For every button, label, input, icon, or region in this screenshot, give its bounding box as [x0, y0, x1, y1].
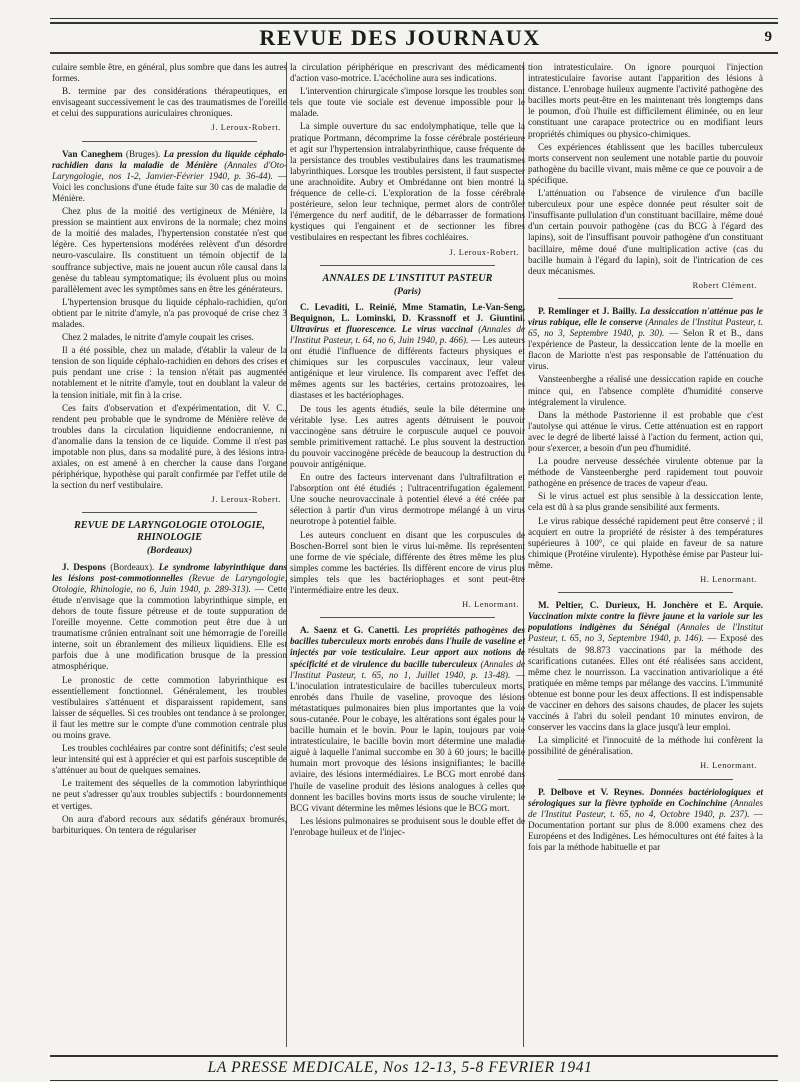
article-levaditi — [290, 302, 525, 402]
article-citation: (Annales de l'Institut Pasteur, t. 65, no 3, Septembre 1940, p. 146). — [528, 622, 763, 644]
article-author: A. Saenz et G. Canetti. — [300, 625, 400, 636]
article-citation: (Annales de l'Institut Pasteur, t. 65, no 3, Septembre 1940, p. 30). — [528, 316, 763, 339]
paragraph: Le virus rabique desséché rapidement peut être conservé ; il acquiert en outre la propriété de résister à des températures supérieures à 100°, ce qui plaide en faveur de sa nature chimique (Protéine virulente). Hypothèse émise par Pasteur lui-même. — [528, 515, 763, 570]
paragraph: Chez 2 malades, le nitrite d'amyle coupait les crises. — [62, 332, 254, 343]
article-separator — [320, 265, 495, 266]
paragraph: Il a été possible, chez un malade, d'établir la valeur de la tension de son liquide céphalo-rachidien en dehors des crises et puis pendant une crise : la tension n'était pas augmentée notablement et le nitrite d'amyle, tout en doublant la valeur de la tension initiale, mit fin à la crise. — [52, 345, 287, 400]
paragraph: En outre des facteurs intervenant dans l'ultrafiltration et l'absorption ont été étudiés ; l'ultracentrifugation également. Une souche neurovaccinale à potentiel élevé a été créée par sélection à partir d'un virus dermotrope mélangé à un virus neurotrope à potentiel faible. — [290, 472, 525, 527]
paragraph: Ces faits d'observation et d'expérimentation, dit V. C., rendent peu probable que le syndrome de Ménière relève de troubles dans la circulation liquidienne endocranienne, ni d'anomalie dans la tension de ce liquide. Comme il n'est pas impotable non plus, dans sa modalité pure, à des lésions intra-axiales, on est amené à en chercher la cause dans l'organe périphérique, hypothèse qui paraît confirmée par l'effet utile de la section du nerf vestibulaire. — [52, 402, 287, 491]
article-author: C. Levaditi, L. Reinié, Mme Stamatin, Le-Van-Seng, Bequignon, L. Lominski, D. Krassnoff et J. Giuntini. — [290, 301, 525, 323]
paragraph: Ces expériences établissent que les bacilles tuberculeux morts conservent non seulement une notable partie du pouvoir pathogène du bacille vivant, mais même ce que ce pouvoir a de spécifique. — [528, 141, 763, 185]
header-bottom-rule — [50, 52, 778, 54]
author-signature: J. Leroux-Robert. — [211, 495, 281, 505]
column-3 — [528, 62, 763, 1047]
author-signature: J. Leroux-Robert. — [449, 247, 519, 257]
article-author: Van Caneghem — [62, 148, 123, 159]
paragraph: B. termine par des considérations thérapeutiques, en envisageant successivement le cas des traumatismes de l'oreille et celui des suppurations auriculaires chroniques. — [52, 86, 287, 119]
article-separator — [82, 512, 257, 513]
article-text: — Selon R et B., dans l'expérience de Pasteur, la dessiccation lente de la moelle en flacon de Mariotte n'est pas responsable de l'atténuation du virus. — [528, 328, 763, 372]
paragraph: L'intervention chirurgicale s'impose lorsque les troubles sont tels que toute vie sociale est devenue impossible pour le malade. — [290, 86, 525, 119]
section-title: REVUE DE LARYNGOLOGIE OTOLOGIE, RHINOLOGIE — [74, 520, 265, 544]
article-delbove-reynes — [528, 787, 763, 854]
article-text: — Les auteurs ont étudié l'influence de différents facteurs physiques et chimiques sur les corpuscules vaccinaux, leur valeur antigénique et leur virulence. Ils comparent avec l'effet des mêmes agents sur les bactéries, certains protozoaires, les diastases et les bactériophages. — [290, 334, 525, 401]
article-title: La pression du liquide céphalo-rachidien dans la maladie de Ménière — [52, 148, 287, 170]
column-2 — [290, 62, 525, 1047]
article-citation: (Annales d'Oto-Laryngologie, nos 1-2, Janvier-Février 1940, p. 36-44). — [52, 159, 287, 181]
article-despons — [52, 562, 287, 673]
paragraph: Les auteurs concluent en disant que les corpuscules de Boschen-Borrel sont bien le virus lui-même. Ils représentent une forme de vie spéciale, différente des êtres même les plus simples comme les bactéries. Ils diffèrent encore de virus plus simples tels que les bactériophages et sont peut-être l'intermédiaire entre les deux. — [290, 529, 525, 596]
article-title: Données bactériologiques et sérologiques sur la fièvre typhoïde en Cochinchine — [528, 786, 763, 808]
paragraph: culaire semble être, en général, plus sombre que dans les autres formes. — [52, 62, 287, 84]
article-van-caneghem — [52, 149, 287, 204]
author-signature: H. Lenormant. — [700, 575, 757, 585]
paragraph: L'atténuation ou l'absence de virulence d'un bacille tuberculeux pour une espèce donnée peut résulter soit de l'insuffisante pullulation d'un constituant bacillaire, même doué d'un certain pouvoir pathogène (cas du BCG à l'égard des lapins), soit de l'insuffisant pouvoir pathogène d'un constituant bacillaire, même doué d'une multiplication active (cas du bacille humain à l'égard du lapin), soit de l'intrication de ces deux mécanismes. — [528, 188, 763, 276]
article-saenz-canetti — [290, 625, 525, 814]
article-citation: (Revue de Laryngologie, Otologie, Rhinologie, no 6, Juin 1940, p. 289-313). — [52, 572, 287, 594]
article-separator — [558, 592, 733, 593]
paragraph: Les lésions pulmonaires se produisent sous le double effet de l'enrobage huileux et de l'injec- — [290, 815, 525, 837]
paragraph: L'hypertension brusque du liquide céphalo-rachidien, qu'on obtient par le nitrite d'amyle, n'a pas provoqué de crise chez 3 malades. — [52, 296, 287, 329]
article-text: — Documentation portant sur plus de 8.000 examens chez des Européens et des Indigènes. Les hémocultures ont été faites à la fois par la méthode habituelle et par — [528, 808, 763, 852]
article-location: (Bruges). — [125, 148, 161, 159]
header-rule-thin — [50, 18, 778, 19]
section-city: (Paris) — [393, 285, 422, 297]
paragraph: La simplicité et l'innocuité de la méthode lui confèrent la possibilité de généralisation. — [528, 735, 763, 757]
footer-rule-thick — [50, 1055, 778, 1057]
paragraph: Vansteenberghe a réalisé une dessiccation rapide en couche mince qui, en l'absence complète d'humidité conserve intégralement la virulence. — [528, 374, 763, 407]
article-text: — L'inoculation intratesticulaire de bacilles tuberculeux morts, enrobés dans l'huile de vaseline, provoque des lésions métastatiques pulmonaires bien plus importantes que la voie sous-cutanée. Pour le cobaye, les altérations sont égales pour le bacille humain et le bovin. Pour le lapin, toujours par voie intratesticulaire, le bacille bovin mort détermine une maladie aiguë à laquelle l'animal succombe en 30 à 60 jours; le bacille humain mort provoque des lésions insignifiantes; le bacille aviaire, des lésions intermédiaires. Le BCG mort enrobé dans l'huile de vaseline produit des lésions analogues à celles que donnent les bacilles bovins morts issus de souche virulente; le BCG vivant détermine les mêmes lésions que le BCG mort. — [290, 669, 525, 813]
paragraph: la circulation périphérique en prescrivant des médicaments d'action vaso-motrice. L'acécholine aura ses indications. — [290, 62, 525, 84]
paragraph: Chez plus de la moitié des vertigineux de Ménière, la pression se maintient aux environs de la normale; chez moins de la moitié des malades, l'hypertension constatée n'est que légère. Ces hypertensions modérées relèvent d'un désordre neuro-vasculaire. Ils constituent un témoin objectif de la souffrance subjective, mais ne jouent aucun rôle causal dans la genèse du tableau symptomatique; ils évoluent plus ou moins parallèlement avec les symptômes sans en être les générateurs. — [52, 206, 287, 294]
section-city: (Bordeaux) — [146, 545, 193, 557]
article-location: (Bordeaux). — [110, 561, 155, 572]
article-separator — [558, 298, 733, 299]
article-author: P. Delbove et V. Reynes. — [538, 786, 645, 797]
article-title: Les propriétés pathogènes des bacilles tuberculeux morts enrobés dans l'huile de vaseline et injectés par voie testiculaire. Leur apport aux notions de spécificité et de virulence du bacille tuberculeux — [290, 625, 525, 669]
running-header-title: REVUE DES JOURNAUX — [259, 25, 541, 50]
article-citation: (Annales de l'Institut Pasteur, t. 65, no 4, Octobre 1940, p. 237). — [528, 797, 763, 819]
page-number: 9 — [764, 29, 772, 45]
article-separator — [320, 617, 495, 618]
paragraph: Le pronostic de cette commotion labyrinthique est essentiellement fonctionnel. Généralement, les troubles vestibulaires s'atténuent et disparaissent rapidement, sans laisser de séquelles. Si ces troubles ont tendance à se prolonger, il faut les mettre sur le compte d'une commotion centrale plus ou moins grave. — [52, 674, 287, 740]
article-title: Le syndrome labyrinthique dans les lésions post-commotionnelles — [52, 561, 287, 583]
paragraph: La simple ouverture du sac endolymphatique, telle que la pratique Portmann, décomprime la fosse cérébrale postérieure et agit sur l'hypertension intralabyrinthique, cause fréquente de la persistance des troubles vestibulaires dans les traumatismes labyrinthiques. Lorsque les troubles persistent, il faut suspecter une arachnoïdite. Aubry et Ombrédanne ont bien montré la fréquence de celle-ci. L'exploration de la fosse cérébrale postérieure, selon leur technique, permet alors de contrôler l'émergence du nerf auditif, de le débarrasser de formations kystiques qui l'engainent et de sectionner les fibres vestibulaires en respectant les fibres cochléaires. — [290, 121, 525, 243]
paragraph: La poudre nerveuse desséchée virulente obtenue par la méthode de Vansteenberghe perd rapidement tout pouvoir pathogène en présence de traces de vapeur d'eau. — [528, 456, 763, 489]
paragraph: Le traitement des séquelles de la commotion labyrinthique ne peut s'adresser qu'aux troubles subjectifs : bourdonnements et vertiges. — [52, 778, 287, 811]
article-text: — Exposé des résultats de 98.873 vaccinations par la méthode des scarifications cutanées. Elles ont été réalisées sans accident, même chez le nourrisson. La vaccination antivariolique a été pratiquée en même temps par mélange des vaccins. L'immunité obtenue est bonne pour les deux affections. Il est indispensable de vacciner en dehors des saisons chaudes, de placer les sujets vaccinés à l'abri du soleil pendant 10 minutes environ, de conserver les vaccins dans la glace jusqu'à leur emploi. — [528, 633, 763, 733]
paragraph: Les troubles cochléaires par contre sont définitifs; c'est seule leur intensité qui est à apprécier et qui est parfois susceptible de s'atténuer au bout de quelques semaines. — [52, 743, 287, 776]
author-signature: H. Lenormant. — [700, 761, 757, 771]
article-text: — Cette étude n'envisage que la commotion labyrinthique simple, en dehors de toute fissure pétreuse et de toute suppuration de l'oreille moyenne. Cette commotion peut être due à un traumatisme crânien entraînant soit une hémorragie de l'oreille interne, soit un ébranlement des milieux liquidiens. Elle est parfois due à une modification brusque de la pression atmosphérique. — [52, 583, 287, 672]
header-rule-thick — [50, 22, 778, 24]
article-peltier — [528, 600, 763, 733]
article-text: — Voici les conclusions d'une étude faite sur 30 cas de maladie de Ménière. — [52, 170, 287, 203]
paragraph: Dans la méthode Pastorienne il est probable que c'est l'autolyse qui atténue le virus. Cette atténuation est en rapport avec le degré de liberté laissé à l'action du ferment, action qui, pour s'exercer, a besoin d'un peu d'humidité. — [528, 409, 763, 453]
author-signature: Robert Clément. — [692, 280, 757, 290]
article-author: J. Despons — [62, 561, 106, 572]
paragraph: De tous les agents étudiés, seule la bile détermine une véritable lyse. Les autres agents détruisent le pouvoir vaccinogène sans détruire le corpuscule auquel ce pouvoir semble primitivement rattaché. Le plus souvent la destruction du pouvoir vaccinogène précède de beaucoup la destruction du pouvoir antigénique. — [290, 403, 525, 469]
article-separator — [82, 141, 257, 142]
article-remlinger-bailly — [528, 306, 763, 373]
paragraph: Si le virus actuel est plus sensible à la dessiccation lente, cela est dû à sa plus grande sensibilité aux ferments. — [528, 491, 763, 513]
author-signature: H. Lenormant. — [462, 600, 519, 610]
article-author: M. Peltier, C. Durieux, H. Jonchère et E. Arquie. — [538, 600, 763, 611]
article-citation: (Annales de l'Institut Pasteur, t. 64, no 6, Juin 1940, p. 466). — [290, 323, 525, 345]
section-title: ANNALES DE L'INSTITUT PASTEUR — [322, 272, 493, 284]
running-footer: LA PRESSE MEDICALE, Nos 12-13, 5-8 FEVRIER 1941 — [207, 1059, 593, 1076]
article-separator — [558, 779, 733, 780]
article-title: Vaccination mixte contre la fièvre jaune et la variole sur les populations indigènes du Sénégal — [528, 611, 763, 633]
author-signature: J. Leroux-Robert. — [211, 123, 281, 133]
footer-rule-thin — [50, 1080, 778, 1081]
column-1 — [52, 62, 287, 1047]
article-author: P. Remlinger et J. Bailly. — [538, 305, 637, 316]
article-title: Ultravirus et fluorescence. Le virus vaccinal — [290, 323, 473, 334]
article-citation: (Annales de l'Institut Pasteur, t. 65, no 1, Juillet 1940, p. 13-48). — [290, 658, 525, 680]
article-title: La dessiccation n'atténue pas le virus rabique, elle le conserve — [528, 305, 763, 327]
paragraph: On aura d'abord recours aux sédatifs généraux bromurés, barbituriques. On tentera de régulariser — [52, 813, 287, 835]
paragraph: tion intratesticulaire. On ignore pourquoi l'injection intratesticulaire favorise autant l'apparition des lésions à distance. L'enrobage huileux augmente l'activité pathogène des bacilles morts peut-être en les maintenant très longtemps dans le poumon, d'où l'huile est difficilement éliminée, ou en leur constituant une carapace protectrice ou en modifiant leurs propriétés chimiques ou physico-chimiques. — [528, 62, 763, 139]
